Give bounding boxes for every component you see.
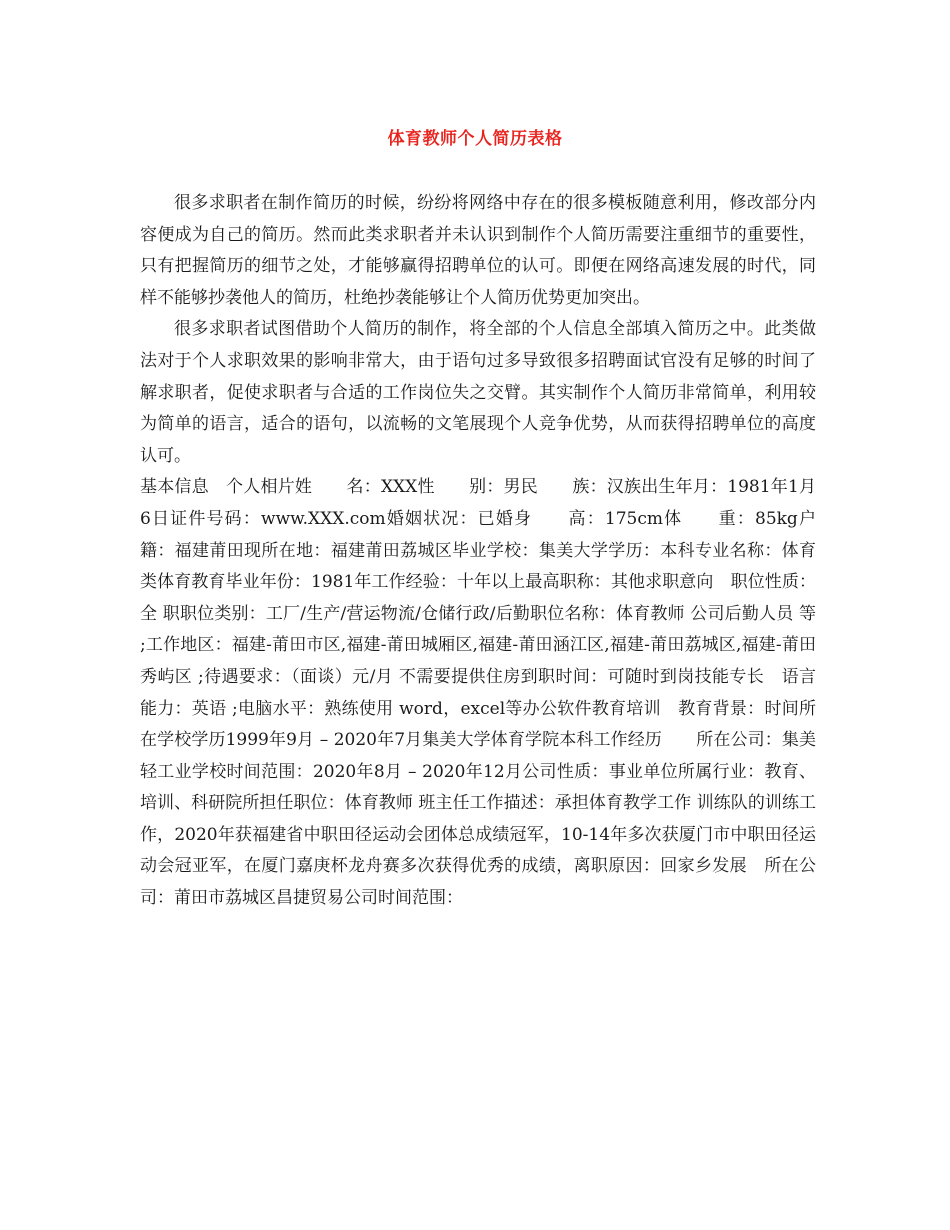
intro-paragraph-2: 很多求职者试图借助个人简历的制作，将全部的个人信息全部填入简历之中。此类做法对于个人求职效果的影响非常大，由于语句过多导致很多招聘面试官没有足够的时间了解求职者，促使求职者与合适的工作岗位失之交臂。其实制作个人简历非常简单，利用较为简单的语言，适合的语句，以流畅的文笔展现个人竞争优势，从而获得招聘单位的高度认可。 [140,319,816,466]
document-title: 体育教师个人简历表格 [387,129,563,149]
intro-paragraph-1: 很多求职者在制作简历的时候，纷纷将网络中存在的很多模板随意利用，修改部分内容便成为自己的简历。然而此类求职者并未认识到制作个人简历需要注重细节的重要性，只有把握简历的细节之处，才能够赢得招聘单位的认可。即便在网络高速发展的时代，同样不能够抄袭他人的简历，杜绝抄袭能够让个人简历优势更加突出。 [140,193,816,308]
resume-info-block: 基本信息 个人相片姓 名：XXX性 别：男民 族：汉族出生年月：1981年1月6日证件号码：www.XXX.com婚姻状况：已婚身 高：175cm体 重：85kg户 籍：福建莆田现所在地：福建莆田荔城区毕业学校：集美大学学历：本科专业名称：体育类体育教育毕业年份：1981年工作经验：十年以上最高职称：其他求职意向 职位性质：全 职职位类别：工厂/生产/营运物流/仓储行政/后勤职位名称：体育教师 公司后勤人员 等 ;工作地区：福建-莆田市区,福建-莆田城厢区,福建-莆田涵江区,福建-莆田荔城区,福建-莆田秀屿区 ;待遇要求：（面谈）元/月 不需要提供住房到职时间：可随时到岗技能专长 语言能力：英语 ;电脑水平：熟练使用 word，excel等办公软件教育培训 教育背景：时间所在学校学历1999年9月 – 2020年7月集美大学体育学院本科工作经历 所在公司：集美轻工业学校时间范围：2020年8月 – 2020年12月公司性质：事业单位所属行业：教育、培训、科研院所担任职位：体育教师 班主任工作描述：承担体育教学工作 训练队的训练工作，2020年获福建省中职田径运动会团体总成绩冠军，10-14年多次获厦门市中职田径运动会冠亚军，在厦门嘉庚杯龙舟赛多次获得优秀的成绩，离职原因：回家乡发展 所在公司：莆田市荔城区昌捷贸易公司时间范围： [140,477,850,909]
document-body [140,188,850,915]
